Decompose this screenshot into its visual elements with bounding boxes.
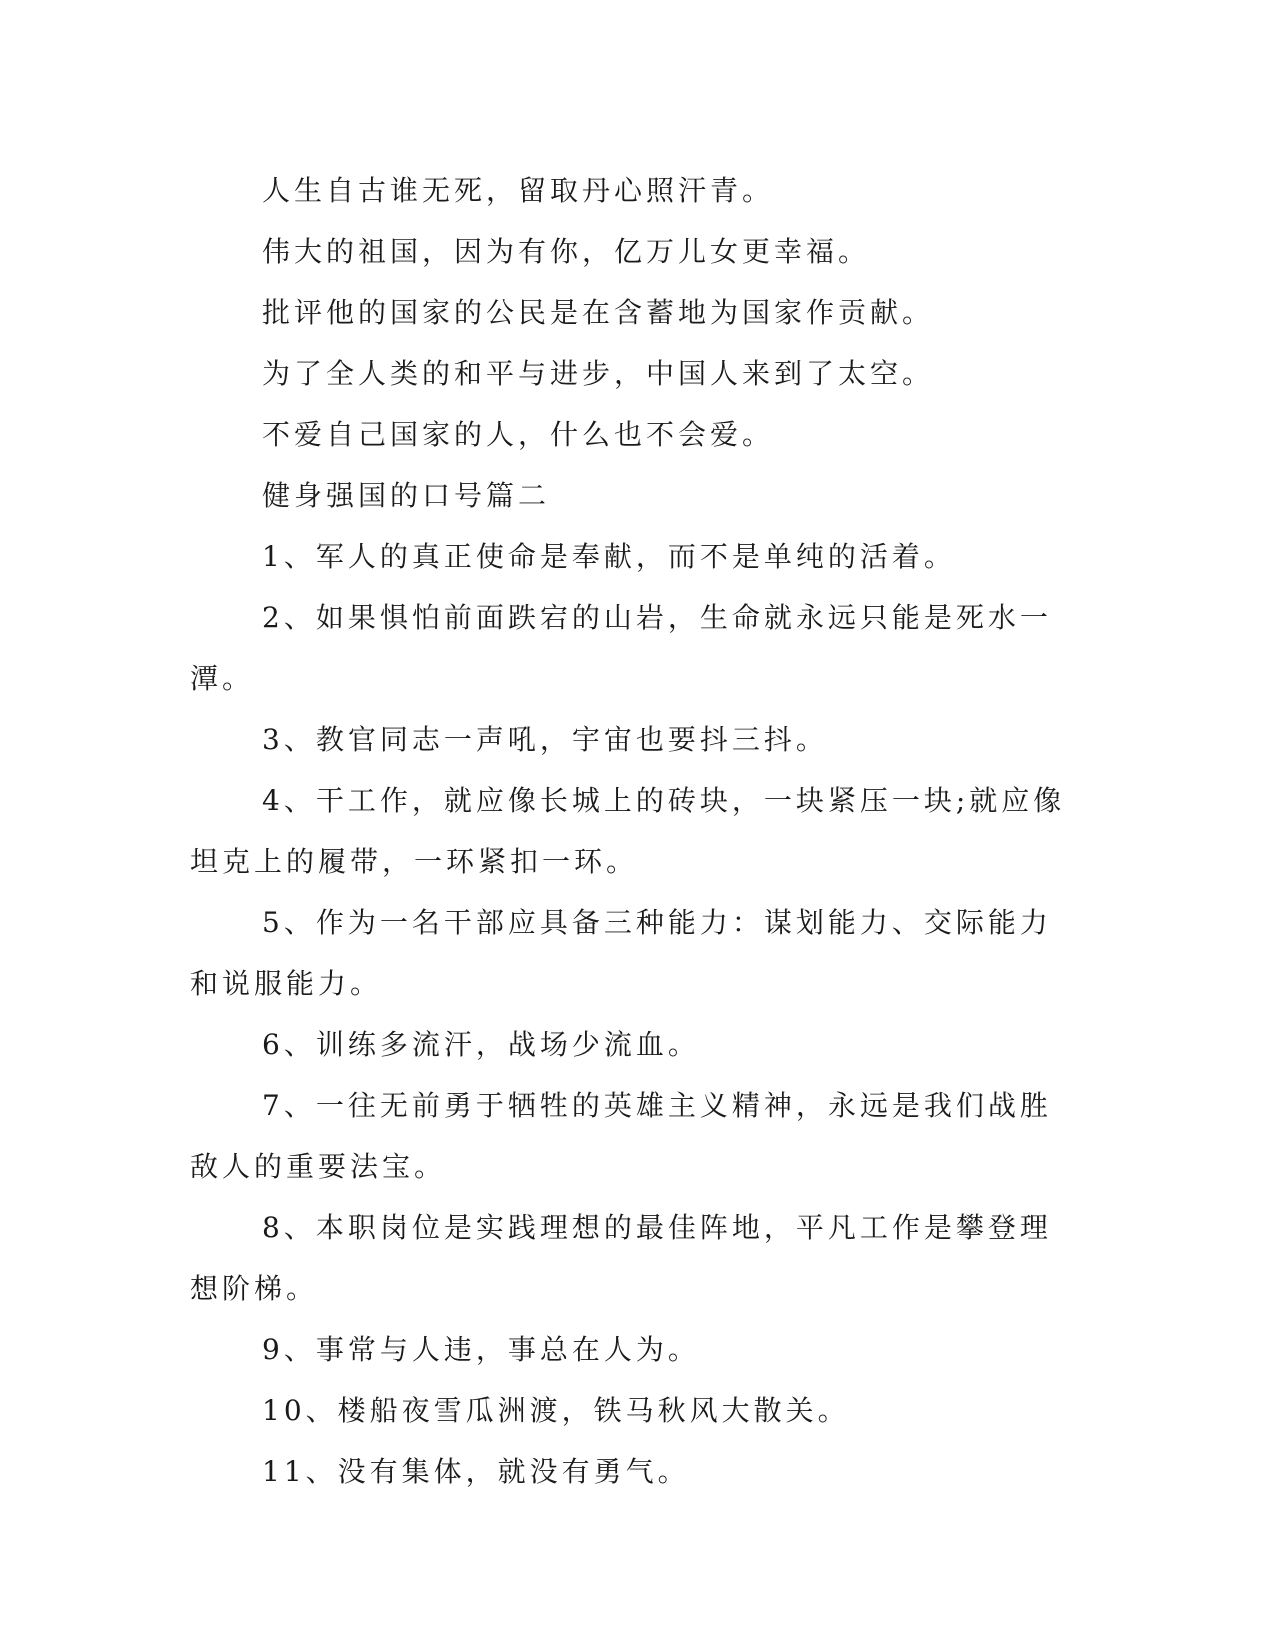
list-item: 9、事常与人违，事总在人为。 [262,1333,700,1366]
paragraph: 不爱自己国家的人，什么也不会爱。 [262,418,775,451]
paragraph: 为了全人类的和平与进步，中国人来到了太空。 [262,357,935,390]
list-item: 10、楼船夜雪瓜洲渡，铁马秋风大散关。 [262,1394,850,1427]
section-heading: 健身强国的口号篇二 [262,479,551,512]
paragraph: 伟大的祖国，因为有你，亿万儿女更幸福。 [262,235,871,268]
paragraph: 人生自古谁无死，留取丹心照汗青。 [262,174,775,207]
list-item: 7、一往无前勇于牺牲的英雄主义精神，永远是我们战胜敌人的重要法宝。 [190,1089,1052,1183]
list-item: 3、教官同志一声吼，宇宙也要抖三抖。 [262,723,828,756]
document-body [190,160,1070,1502]
list-item: 6、训练多流汗，战场少流血。 [262,1028,700,1061]
paragraph: 批评他的国家的公民是在含蓄地为国家作贡献。 [262,296,935,329]
list-item: 11、没有集体，就没有勇气。 [262,1455,690,1488]
list-item: 1、军人的真正使命是奉献，而不是单纯的活着。 [262,540,956,573]
list-item: 8、本职岗位是实践理想的最佳阵地，平凡工作是攀登理想阶梯。 [190,1211,1052,1305]
list-item: 2、如果惧怕前面跌宕的山岩，生命就永远只能是死水一潭。 [190,601,1052,695]
list-item: 5、作为一名干部应具备三种能力：谋划能力、交际能力和说服能力。 [190,906,1052,1000]
list-item: 4、干工作，就应像长城上的砖块，一块紧压一块;就应像坦克上的履带，一环紧扣一环。 [190,784,1066,878]
